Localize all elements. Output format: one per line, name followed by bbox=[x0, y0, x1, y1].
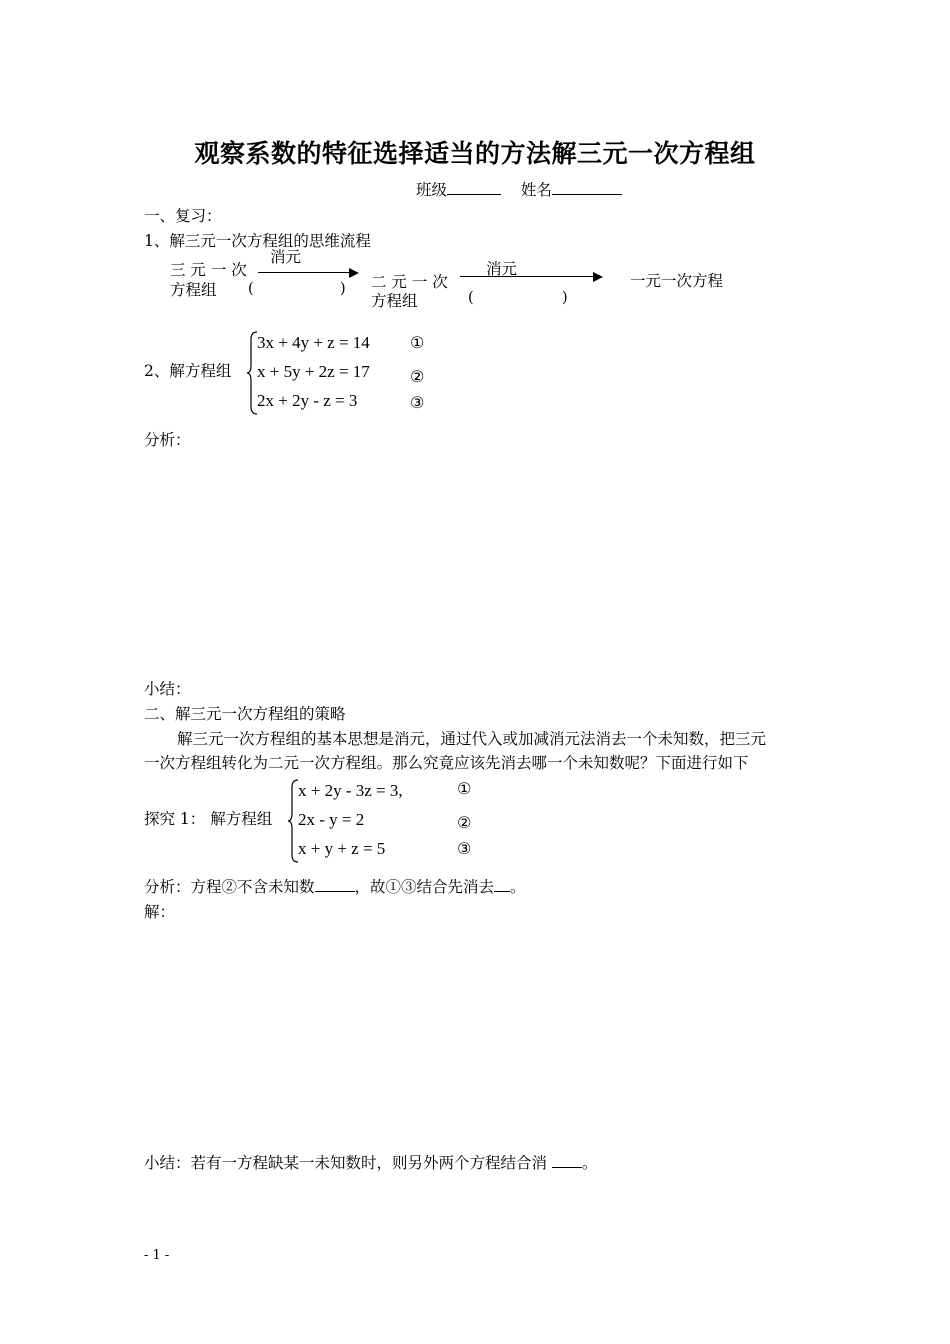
summary2-part2: 。 bbox=[581, 1154, 598, 1172]
flow-arrow2-head bbox=[593, 272, 603, 282]
analysis2-line bbox=[144, 875, 526, 897]
analysis2-part2: ，故①③结合先消去 bbox=[354, 878, 495, 896]
system3-eq2: 2x - y = 2 bbox=[298, 810, 365, 829]
name-blank[interactable] bbox=[552, 178, 622, 195]
class-name-line bbox=[416, 178, 622, 200]
system2-eq2: x + 5y + 2z = 17 bbox=[257, 362, 370, 381]
summary2-blank[interactable] bbox=[552, 1151, 582, 1168]
page-title: 观察系数的特征选择适当的方法解三元一次方程组 bbox=[194, 139, 756, 168]
system3-mark2: ② bbox=[457, 813, 472, 832]
flow-box2-line1: 二 元 一 次 bbox=[371, 273, 448, 291]
class-label: 班级 bbox=[416, 181, 448, 199]
flow-box1-line2: 方程组 bbox=[170, 281, 217, 299]
system2-eq3: 2x + 2y - z = 3 bbox=[257, 391, 358, 410]
page-number: - 1 - bbox=[144, 1248, 170, 1263]
flow-arrow1-line bbox=[258, 272, 350, 273]
analysis2-part1: 分析：方程②不含未知数 bbox=[144, 878, 315, 896]
section1-heading: 一、复习： bbox=[144, 207, 222, 225]
flow-arrow1-head bbox=[349, 268, 359, 278]
system2-mark2: ② bbox=[410, 367, 425, 386]
flow-box1-line1: 三 元 一 次 bbox=[170, 261, 247, 279]
system2-mark1: ① bbox=[410, 333, 425, 352]
flow-paren2-open: ( bbox=[468, 290, 474, 306]
system3-mark3: ③ bbox=[457, 839, 472, 858]
flow-box2-line2: 方程组 bbox=[371, 292, 418, 310]
summary2-line bbox=[144, 1151, 597, 1173]
system2-mark3: ③ bbox=[410, 393, 425, 412]
flow-paren1-open: ( bbox=[248, 281, 254, 297]
item1-text: 1、解三元一次方程组的思维流程 bbox=[144, 232, 371, 250]
system3-eq3: x + y + z = 5 bbox=[298, 839, 386, 858]
section2-para-line2: 一次方程组转化为二元一次方程组。那么究竟应该先消去哪一个未知数呢？下面进行如下 bbox=[144, 754, 749, 772]
name-label: 姓名 bbox=[520, 181, 552, 199]
analysis2-part3: 。 bbox=[510, 878, 526, 896]
flow-arrow1-label: 消元 bbox=[270, 248, 302, 266]
system3-eq1: x + 2y - 3z = 3, bbox=[298, 781, 403, 800]
solve-label: 解： bbox=[144, 903, 176, 921]
explore1-label: 探究 1： 解方程组 bbox=[144, 810, 273, 828]
analysis1-label: 分析： bbox=[144, 431, 191, 449]
flow-paren2-close: ) bbox=[562, 290, 568, 306]
flow-box3: 一元一次方程 bbox=[630, 272, 724, 290]
analysis2-blank1[interactable] bbox=[315, 875, 355, 892]
flow-arrow2-label: 消元 bbox=[486, 260, 518, 278]
summary1-label: 小结： bbox=[144, 680, 191, 698]
system3-mark1: ① bbox=[457, 779, 472, 798]
summary2-part1: 小结：若有一方程缺某一未知数时，则另外两个方程结合消 bbox=[144, 1154, 552, 1172]
flow-paren1-close: ) bbox=[340, 281, 346, 297]
class-blank[interactable] bbox=[447, 178, 501, 195]
section2-heading: 二、解三元一次方程组的策略 bbox=[144, 705, 346, 723]
flow-arrow2-line bbox=[460, 276, 594, 277]
system2-eq1: 3x + 4y + z = 14 bbox=[257, 333, 370, 352]
analysis2-blank2[interactable] bbox=[494, 875, 510, 892]
item2-label: 2、解方程组 bbox=[144, 362, 232, 380]
section2-para-line1: 解三元一次方程组的基本思想是消元，通过代入或加减消元法消去一个未知数，把三元 bbox=[177, 730, 767, 748]
